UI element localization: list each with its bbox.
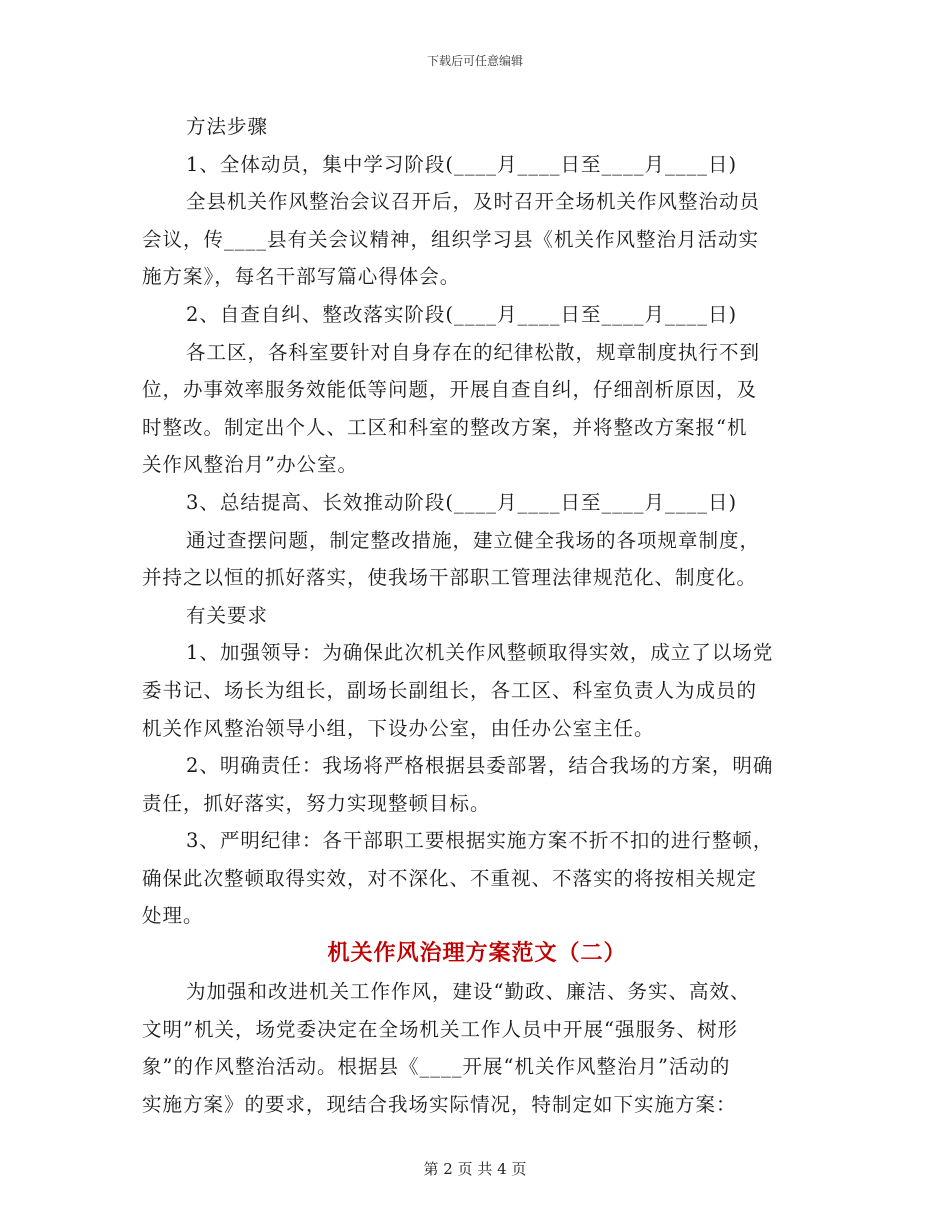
text-line: 并持之以恒的抓好落实，使我场干部职工管理法律规范化、制度化。 bbox=[142, 566, 758, 590]
text-line: 1、加强领导：为确保此次机关作风整顿取得实效，成立了以场党 bbox=[186, 641, 774, 665]
document-body bbox=[142, 108, 812, 1123]
text-line: 处理。 bbox=[142, 904, 204, 928]
text-line: 委书记、场长为组长，副场长副组长，各工区、科室负责人为成员的 bbox=[142, 678, 758, 702]
text-line: 确保此次整顿取得实效，对不深化、不重视、不落实的将按相关规定 bbox=[142, 866, 758, 890]
text-line: 通过查摆问题，制定整改措施，建立健全我场的各项规章制度， bbox=[186, 528, 761, 552]
text-line: 2、明确责任：我场将严格根据县委部署，结合我场的方案，明确 bbox=[186, 754, 774, 778]
text-line: 各工区，各科室要针对自身存在的纪律松散，规章制度执行不到 bbox=[186, 340, 761, 364]
text-line: 方法步骤 bbox=[186, 115, 269, 138]
text-line: 3、总结提高、长效推动阶段(____月____日至____月____日) bbox=[186, 490, 738, 514]
page-header: 下载后可任意编辑 bbox=[426, 54, 523, 68]
section-title: 机关作风治理方案范文（二） bbox=[327, 941, 627, 967]
text-line: 施方案》，每名干部写篇心得体会。 bbox=[142, 265, 461, 289]
text-line: 象”的作风整治活动。根据县《____开展“机关作风整治月”活动的 bbox=[142, 1055, 731, 1079]
text-line: 文明”机关，场党委决定在全场机关工作人员中开展“强服务、树形 bbox=[142, 1017, 738, 1041]
text-line: 机关作风整治领导小组，下设办公室，由任办公室主任。 bbox=[142, 716, 655, 740]
text-line: 有关要求 bbox=[186, 603, 269, 627]
text-line: 责任，抓好落实，努力实现整顿目标。 bbox=[142, 791, 491, 815]
text-line: 1、全体动员，集中学习阶段(____月____日至____月____日) bbox=[186, 152, 738, 176]
page-footer: 第 2 页 共 4 页 bbox=[423, 1160, 527, 1178]
text-line: 时整改。制定出个人、工区和科室的整改方案，并将整改方案报“机 bbox=[142, 415, 748, 439]
text-line: 位，办事效率服务效能低等问题，开展自查自纠，仔细剖析原因，及 bbox=[142, 378, 758, 402]
text-line: 关作风整治月”办公室。 bbox=[142, 453, 358, 477]
text-line: 3、严明纪律：各干部职工要根据实施方案不折不扣的进行整顿， bbox=[186, 829, 774, 853]
text-line: 会议，传____县有关会议精神，组织学习县《机关作风整治月活动实 bbox=[142, 227, 760, 251]
text-line: 全县机关作风整治会议召开后，及时召开全场机关作风整治动员 bbox=[186, 190, 761, 214]
text-line: 为加强和改进机关工作作风，建设“勤政、廉洁、务实、高效、 bbox=[186, 980, 751, 1004]
text-line: 实施方案》的要求，现结合我场实际情况，特制定如下实施方案： bbox=[142, 1092, 737, 1116]
text-line: 2、自查自纠、整改落实阶段(____月____日至____月____日) bbox=[186, 302, 738, 326]
